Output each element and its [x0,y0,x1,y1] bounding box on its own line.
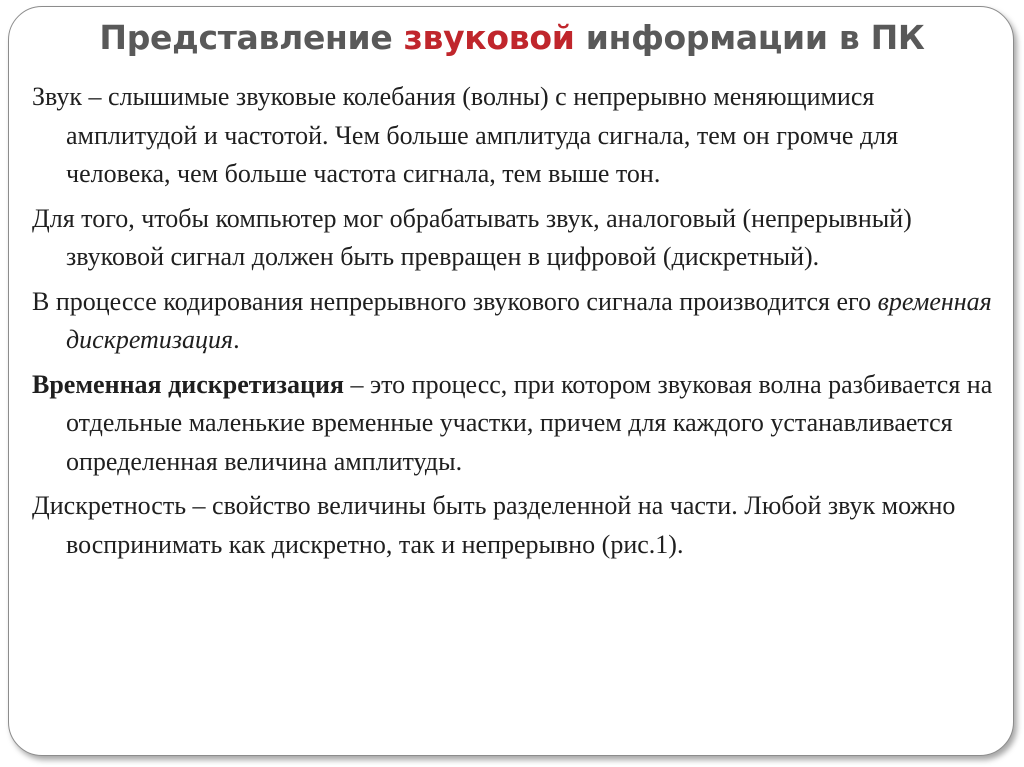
encoding-term-italic: временная дискретизация [66,286,992,354]
slide-title [0,18,1024,57]
paragraph-encoding-process [32,283,1007,360]
title-part-1: Представление [99,18,404,57]
encoding-period: . [233,325,240,354]
time-sampling-text: – это процесс, при котором звуковая волна разбивается на отдельные маленькие временные участки, причем для каждого устанавливается определенная величина амплитуды. [66,369,993,476]
slide-body [32,78,1007,570]
paragraph-analog-to-digital: Для того, чтобы компьютер мог обрабатывать звук, аналоговый (непрерывный) звуковой сигнал должен быть превращен в цифровой (дискретный). [32,203,912,271]
time-sampling-term-bold: Временная дискретизация [32,369,344,399]
paragraph-time-sampling-definition [32,366,1007,482]
paragraph-discreteness-definition: Дискретность – свойство величины быть разделенной на части. Любой звук можно воспринимать как дискретно, так и непрерывно (рис.1). [32,491,956,559]
encoding-text: В процессе кодирования непрерывного звукового сигнала производится его [32,286,878,316]
title-part-2: информации в ПК [574,18,925,57]
paragraph-sound-definition: Звук – слышимые звуковые колебания (волны) с непрерывно меняющимися амплитудой и частотой. Чем больше амплитуда сигнала, тем он громче для человека, чем больше частота сигнала, тем выше тон. [32,82,899,188]
title-accent-word: звуковой [403,18,575,57]
